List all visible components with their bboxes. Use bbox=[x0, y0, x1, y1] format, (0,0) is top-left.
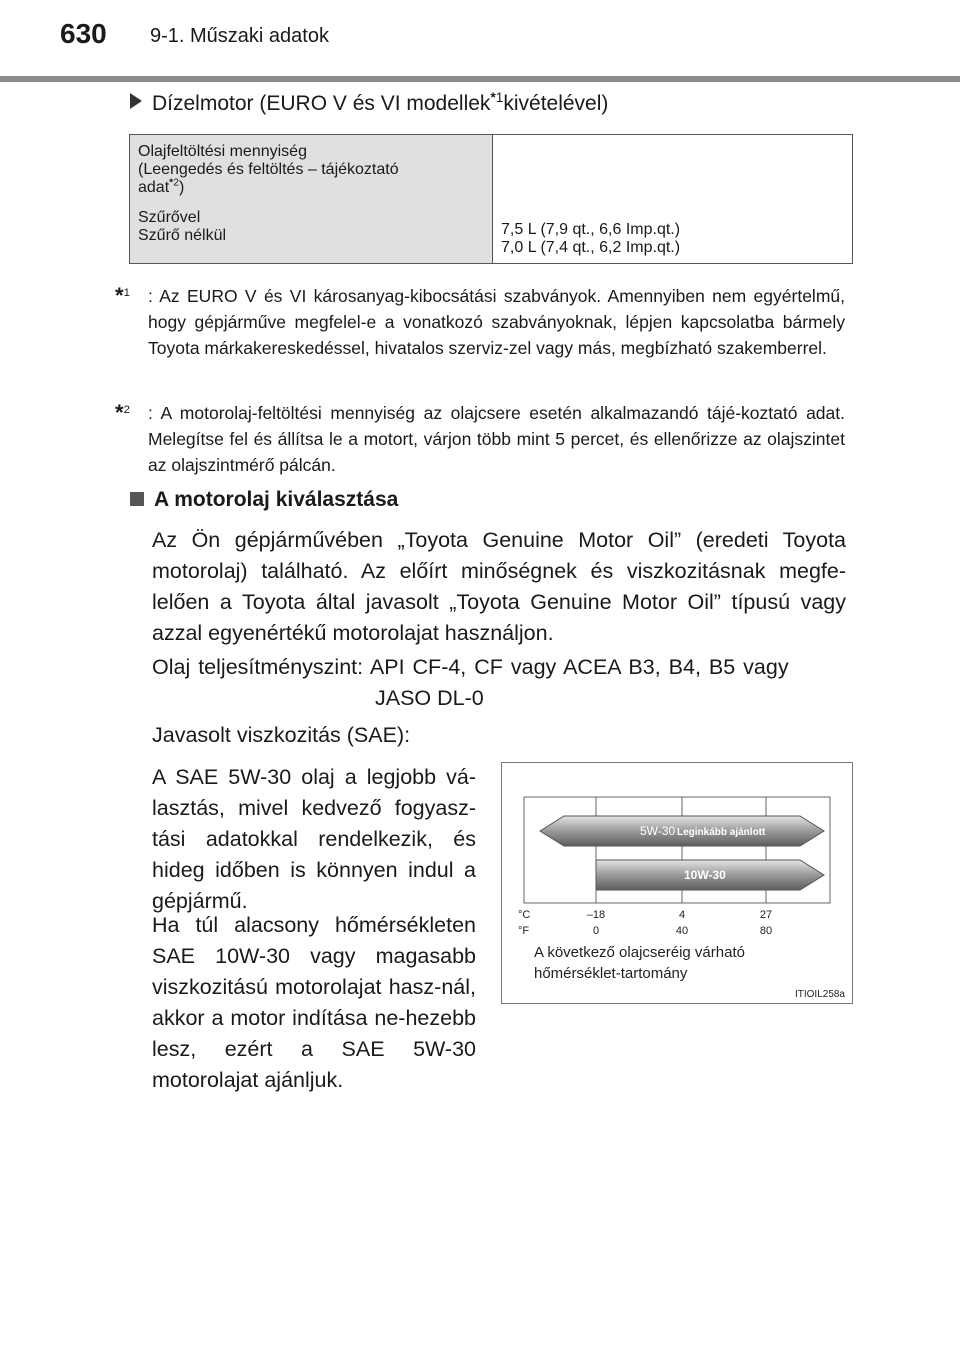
asterisk-icon: * bbox=[490, 90, 496, 105]
celsius-unit: °C bbox=[518, 909, 531, 921]
capacity-label-line3: adat$^{*2}$) bbox=[138, 177, 185, 196]
fahrenheit-unit: °F bbox=[518, 925, 530, 937]
asterisk-icon: * bbox=[169, 177, 174, 189]
with-filter-label: Szűrővel bbox=[138, 209, 201, 226]
section-title: 9-1. Műszaki adatok bbox=[150, 25, 329, 47]
oil-selection-heading: A motorolaj kiválasztása bbox=[130, 488, 398, 512]
viscosity-paragraph-2: Ha túl alacsony hőmérsékleten SAE 10W-30 vagy magasabb viszkozitású motorolajat hasz-nál, akkor a motor indítása ne-hezebb lesz, ezért a SAE 5W-30 motorolajat ajánljuk. bbox=[152, 913, 476, 1092]
diesel-heading bbox=[130, 92, 608, 116]
chart-caption-2: hőmérséklet-tartomány bbox=[534, 965, 688, 982]
tick-f-2: 40 bbox=[675, 925, 689, 937]
oil-grade-line-2: JASO DL-0 bbox=[375, 686, 484, 710]
header-rule bbox=[0, 76, 960, 82]
tick-c-3: 27 bbox=[759, 909, 773, 921]
recommended-label: Leginkább ajánlott bbox=[677, 827, 766, 838]
footnote-1-mark: *$^1$ bbox=[115, 283, 130, 308]
capacity-footnote-ref: 2 bbox=[173, 177, 179, 189]
without-filter-label: Szűrő nélkül bbox=[138, 227, 227, 244]
footnote-1 bbox=[115, 283, 845, 361]
viscosity-chart bbox=[501, 762, 853, 1004]
triangle-bullet-icon bbox=[130, 93, 142, 109]
capacity-label-line2: (Leengedés és feltöltés – tájékoztató bbox=[138, 161, 399, 178]
tick-c-1: –18 bbox=[586, 909, 606, 921]
without-filter-value: 7,0 L (7,4 qt., 6,2 Imp.qt.) bbox=[501, 239, 681, 256]
oil-10w30-label: 10W-30 bbox=[684, 868, 726, 882]
footnote-1-text: : Az EURO V és VI károsanyag-kibocsátási szabványok. Amennyiben nem egyértelmű, hogy gépjárműve megfelel-e a vonatkozó szabványoknak, lépjen kapcsolatba bármely Toyota márkakereskedéssel, hivatalos szerviz-zel vagy más, megbízható szakemberrel. bbox=[148, 286, 845, 358]
figure-code: ITIOIL258a bbox=[794, 989, 845, 1000]
capacity-label-cell bbox=[130, 135, 493, 264]
footnote-2-mark: *$^2$ bbox=[115, 400, 130, 425]
with-filter-value: 7,5 L (7,9 qt., 6,6 Imp.qt.) bbox=[501, 221, 681, 238]
oil-intro-paragraph: Az Ön gépjárművében „Toyota Genuine Motor Oil” (eredeti Toyota motorolaj) található. Az előírt minőségnek és viszkozitásnak megfe-lelően a Toyota által javasolt „Toyota Genuine Motor Oil” típusú vagy azzal egyenértékű motorolajat használjon. bbox=[152, 528, 846, 645]
capacity-value-cell bbox=[493, 135, 853, 264]
page-number: 630 bbox=[60, 18, 107, 49]
oil-5w30-label: 5W-30 bbox=[640, 824, 676, 838]
asterisk-icon: * bbox=[115, 283, 124, 308]
footnote-2-text: : A motorolaj-feltöltési mennyiség az olajcsere esetén alkalmazandó tájé-koztató adat. Melegítse fel és állítsa le a motort, várjon több mint 5 percet, és ellenőrizze az olajszintet az olajszintmérő pálcán. bbox=[148, 403, 845, 475]
tick-f-1: 0 bbox=[592, 925, 600, 937]
tick-c-2: 4 bbox=[678, 909, 686, 921]
diesel-heading-suffix: kivételével) bbox=[503, 92, 609, 115]
tick-f-3: 80 bbox=[759, 925, 773, 937]
viscosity-label: Javasolt viszkozitás (SAE): bbox=[152, 723, 411, 747]
chart-caption-1: A következő olajcseréig várható bbox=[534, 944, 745, 961]
diesel-footnote-ref: 1 bbox=[495, 90, 504, 105]
viscosity-chart-svg bbox=[502, 763, 852, 1003]
capacity-label-line1: Olajfeltöltési mennyiség bbox=[138, 143, 307, 160]
viscosity-paragraph-1: A SAE 5W-30 olaj a legjobb vá-lasztás, mivel kedvező fogyasz-tási adatokkal rendelkezik, és hideg időben is könnyen indul a gépjármű. bbox=[152, 765, 476, 913]
diesel-heading-text: Dízelmotor (EURO V és VI modellek bbox=[152, 92, 491, 115]
oil-grade-line: Olaj teljesítményszint: API CF-4, CF vagy ACEA B3, B4, B5 vagy bbox=[152, 655, 789, 679]
oil-capacity-table bbox=[129, 134, 853, 264]
square-bullet-icon bbox=[130, 492, 144, 506]
asterisk-icon: * bbox=[115, 400, 124, 425]
footnote-2 bbox=[115, 400, 845, 478]
